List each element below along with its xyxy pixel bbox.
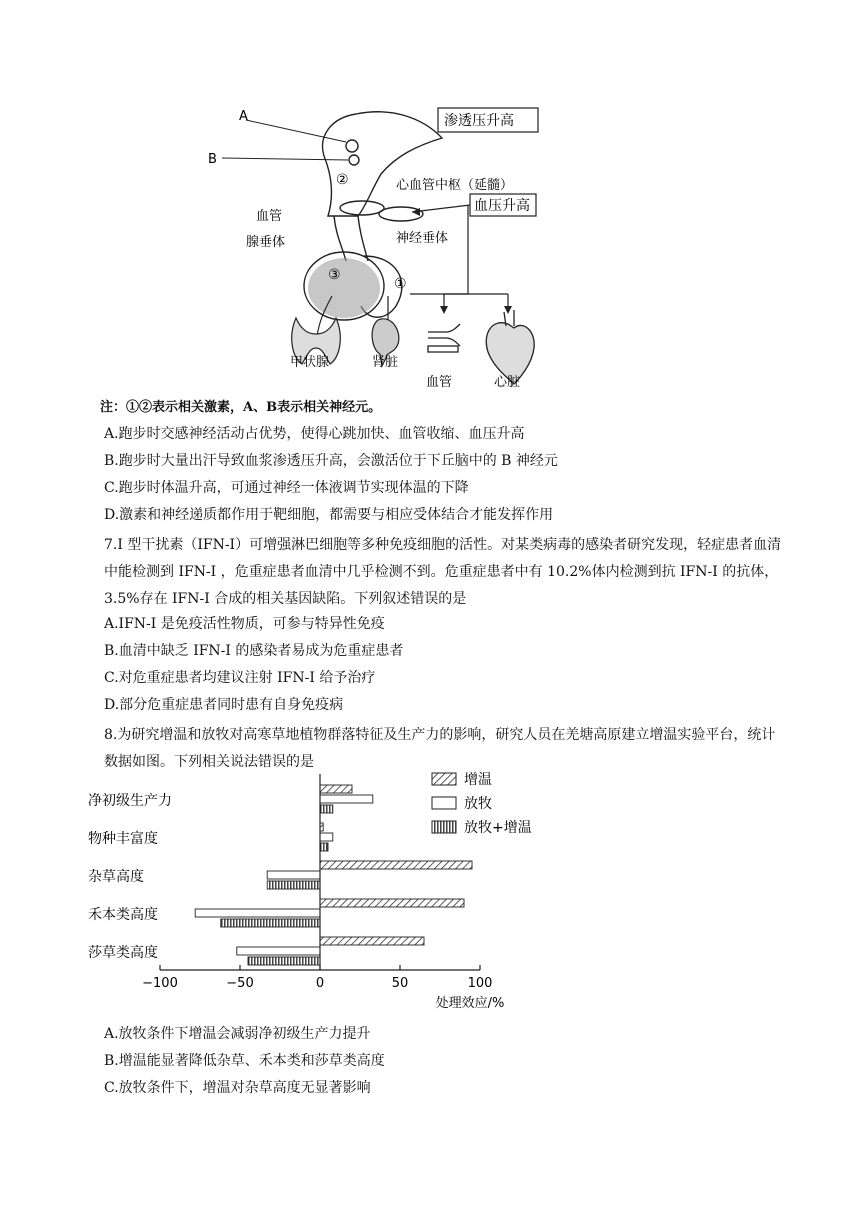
q8-stem: 8.为研究增温和放牧对高寒草地植物群落特征及生产力的影响，研究人员在羌塘高原建立增温实验平台，统计数据如图。下列相关说法错误的是	[104, 727, 776, 770]
q6-option-d: D.激素和神经递质都作用于靶细胞，都需要与相应受体结合才能发挥作用	[104, 507, 554, 523]
bar-1-4	[237, 947, 320, 955]
treatment-effect-chart	[80, 770, 580, 1020]
category-label: 物种丰富度	[88, 831, 158, 847]
bar-0-3	[320, 899, 464, 907]
q8-option-b: B.增温能显著降低杂草、禾本类和莎草类高度	[104, 1053, 385, 1069]
bar-2-4	[248, 957, 320, 965]
bar-2-3	[221, 919, 320, 927]
bar-2-2	[267, 881, 320, 889]
category-label: 莎草类高度	[88, 945, 158, 961]
heart-icon	[486, 310, 534, 384]
vessel-top-label: 血管	[256, 209, 283, 224]
category-label: 净初级生产力	[88, 793, 172, 809]
q7-stem: 7.I 型干扰素（IFN-I）可增强淋巴细胞等多种免疫细胞的活性。对某类病毒的感染者研究发现，轻症患者血清中能检测到 IFN-I ，危重症患者血清中几乎检测不到。危重症患者中有 10.2%体内检测到抗 IFN-I 的抗体，3.5%存在 IFN-I 合成的相关基因缺陷。下列叙述错误的是	[104, 537, 782, 607]
adenohypophysis-label: 腺垂体	[246, 235, 286, 250]
q6-option-b: B.跑步时大量出汗导致血浆渗透压升高，会激活位于下丘脑中的 B 神经元	[104, 453, 558, 469]
legend-swatch-1	[432, 797, 456, 809]
vessel-icon	[428, 324, 460, 352]
neurohypophysis-label: 神经垂体	[396, 231, 449, 246]
bar-0-4	[320, 937, 424, 945]
x-tick-label: −50	[226, 976, 254, 991]
bar-2-1	[320, 843, 328, 851]
bar-1-0	[320, 795, 373, 803]
heart-label: 心脏	[494, 375, 521, 390]
hormone-1-marker: ①	[394, 276, 407, 292]
bar-2-0	[320, 805, 333, 813]
legend-swatch-0	[432, 773, 456, 785]
q6-option-a: A.跑步时交感神经活动占优势，使得心跳加快、血管收缩、血压升高	[104, 426, 525, 442]
figure1-note: 注：①②表示相关激素，A、B表示相关神经元。	[100, 400, 382, 415]
hypothalamus-pituitary-diagram	[96, 96, 656, 416]
bar-1-1	[320, 833, 333, 841]
x-tick-label: 0	[315, 976, 325, 991]
vessel-label: 血管	[426, 375, 453, 390]
bar-1-3	[195, 909, 320, 917]
x-axis-title: 处理效应/%	[435, 996, 505, 1011]
bar-0-2	[320, 861, 472, 869]
x-tick-label: 100	[467, 976, 493, 991]
bar-0-0	[320, 785, 352, 793]
hormone-2-marker: ②	[336, 172, 349, 188]
neuron-b-label: B	[208, 152, 217, 167]
q7-option-b: B.血清中缺乏 IFN-I 的感染者易成为危重症患者	[104, 643, 404, 659]
q8-option-a: A.放牧条件下增温会减弱净初级生产力提升	[104, 1026, 371, 1042]
neuron-a-label: A	[239, 109, 248, 124]
q8-option-c: C.放牧条件下，增温对杂草高度无显著影响	[104, 1080, 371, 1096]
bar-1-2	[267, 871, 320, 879]
legend-label-0: 增温	[464, 772, 492, 788]
kidney-label: 肾脏	[372, 355, 399, 370]
bp-rise-label: 血压升高	[474, 198, 530, 214]
x-tick-label: −100	[142, 976, 178, 991]
category-label: 禾本类高度	[88, 907, 158, 923]
q7-option-d: D.部分危重症患者同时患有自身免疫病	[104, 697, 344, 713]
q7-option-a: A.IFN-I 是免疫活性物质，可参与特异性免疫	[104, 616, 385, 632]
q6-option-c: C.跑步时体温升高，可通过神经一体液调节实现体温的下降	[104, 480, 469, 496]
x-tick-label: 50	[391, 976, 409, 991]
legend-swatch-2	[432, 821, 456, 833]
cardio-center-label: 心血管中枢（延髓）	[396, 178, 514, 193]
category-label: 杂草高度	[88, 869, 144, 885]
osmotic-pressure-label: 渗透压升高	[444, 113, 514, 129]
thyroid-label: 甲状腺	[290, 355, 330, 370]
hormone-3-marker: ③	[328, 267, 341, 283]
legend-label-2: 放牧+增温	[464, 820, 532, 836]
legend-label-1: 放牧	[464, 796, 492, 812]
hypothalamus-shape	[323, 112, 442, 216]
q7-option-c: C.对危重症患者均建议注射 IFN-I 给予治疗	[104, 670, 376, 686]
